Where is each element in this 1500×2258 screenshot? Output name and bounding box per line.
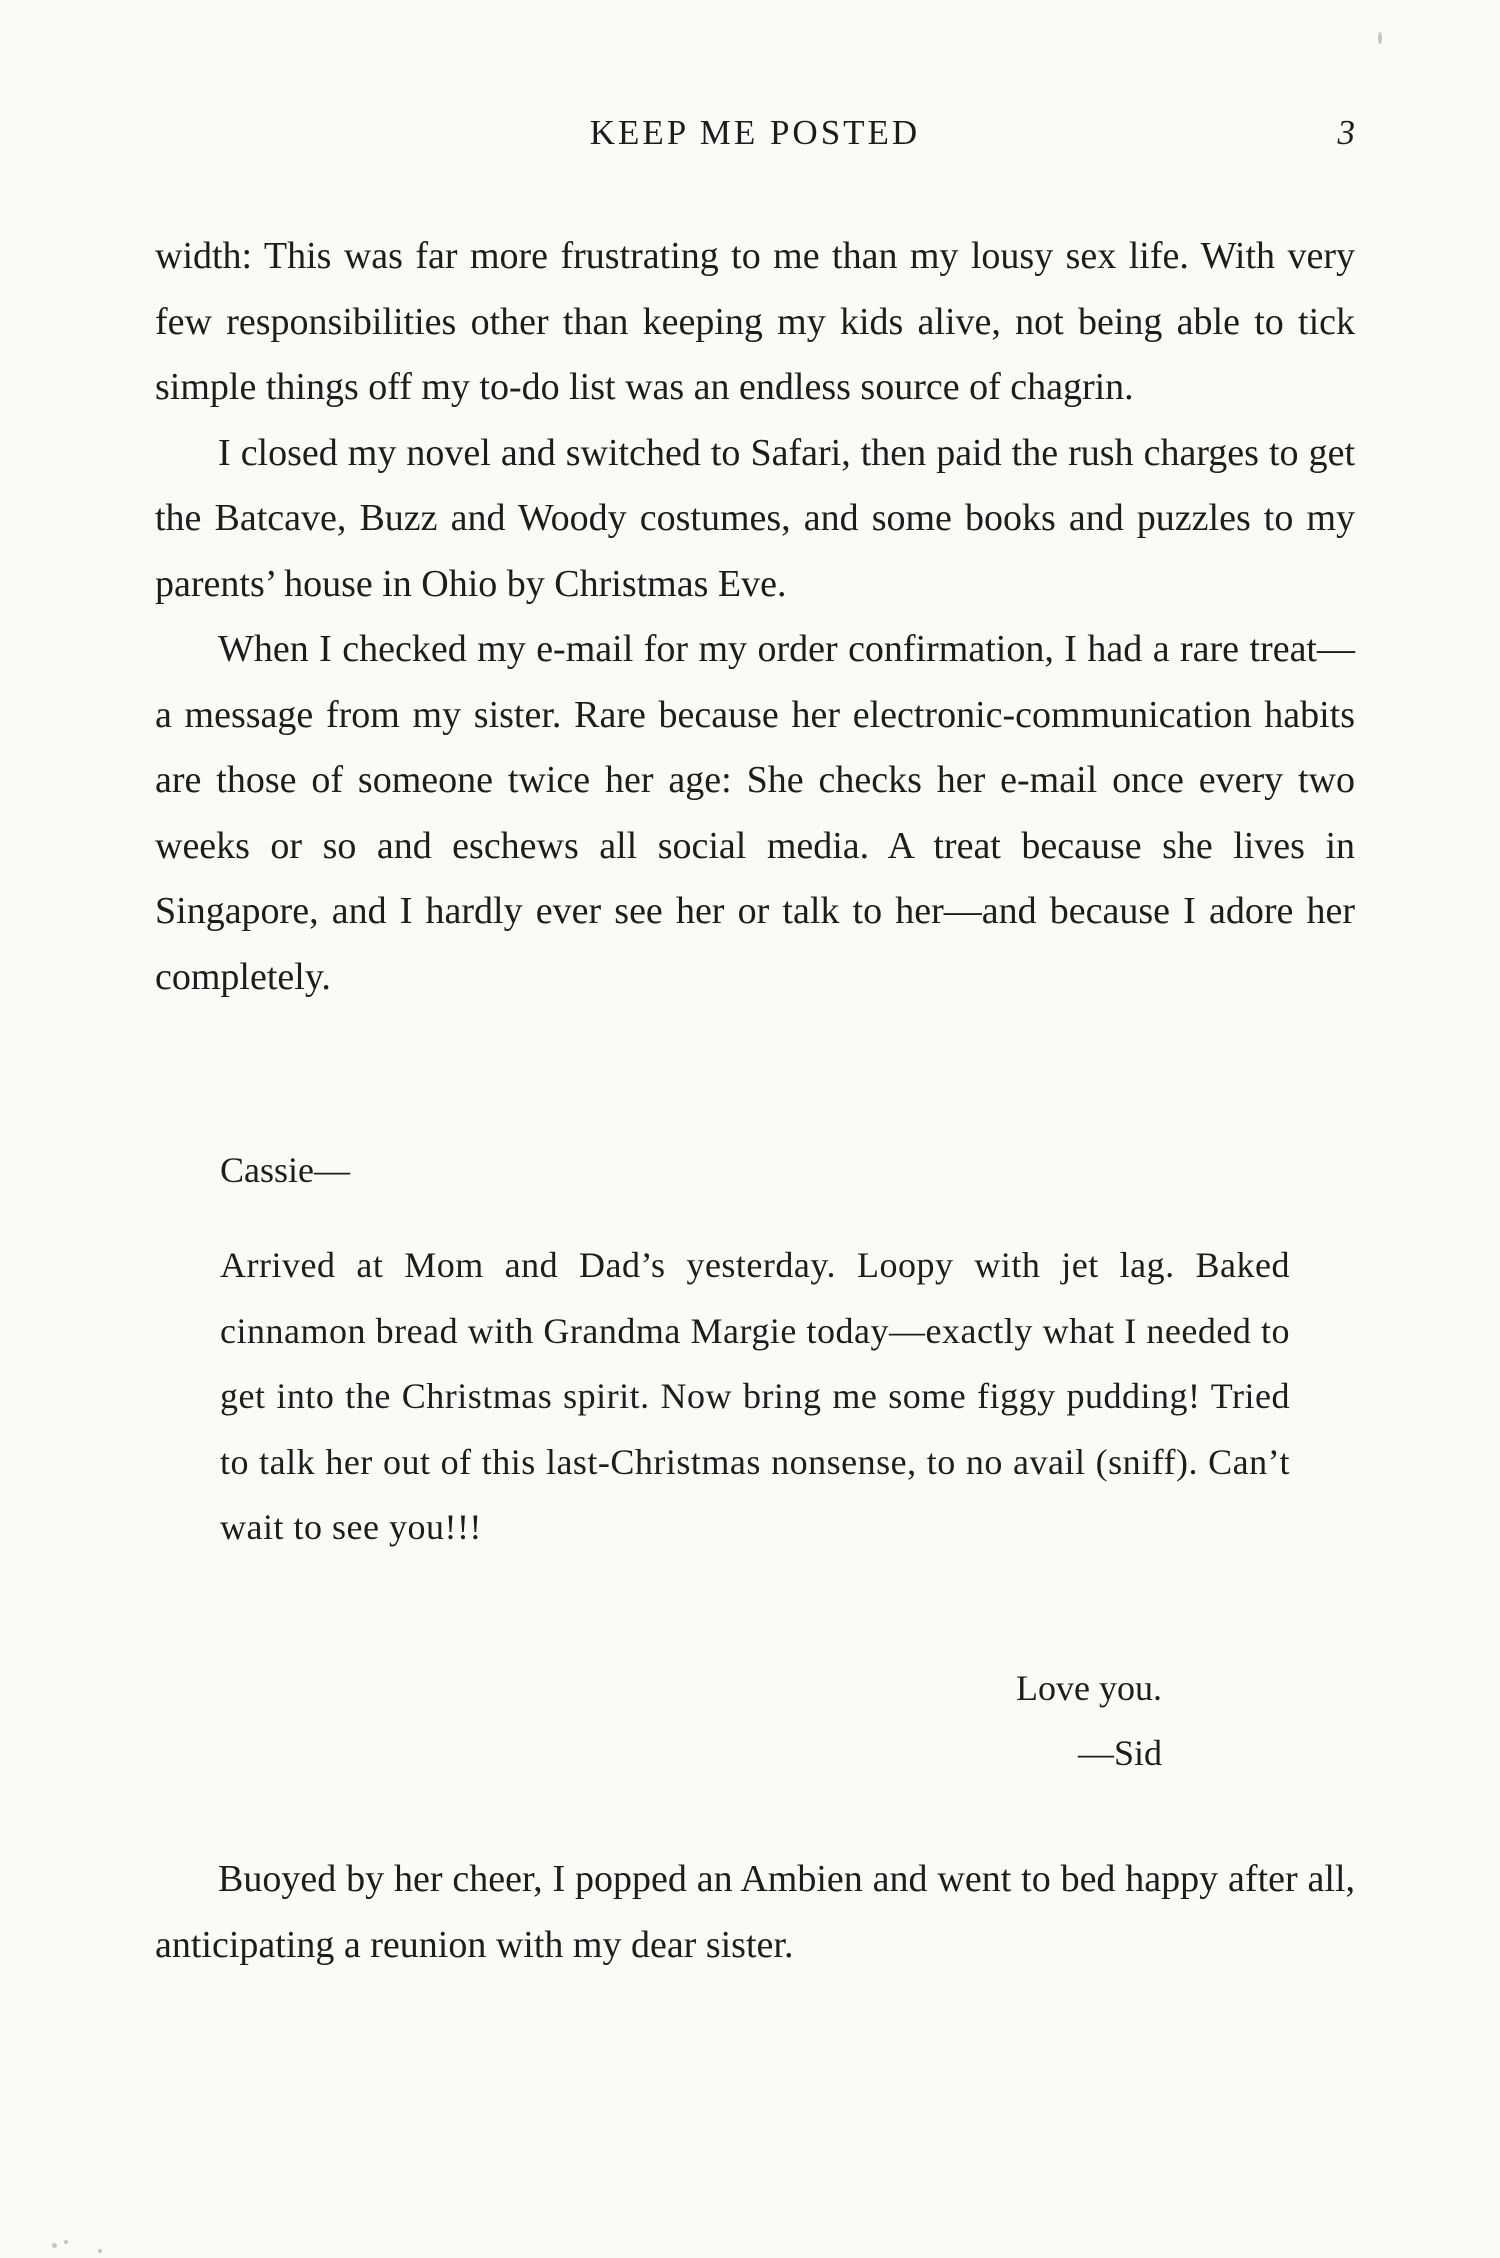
paper-speck <box>52 2243 57 2248</box>
paragraph-1: width: This was far more frustrating to me than my lousy sex life. With very few responsibilities other than keeping my kids alive, not being able to tick simple things off my to-do list was an endless source of chagrin. <box>155 235 1355 408</box>
paper-speck <box>1378 32 1382 44</box>
letter-closing: Love you. <box>1016 1668 1162 1708</box>
paper-speck <box>98 2249 102 2253</box>
body-text <box>155 224 1355 1010</box>
closing-paragraph: Buoyed by her cheer, I popped an Ambien and went to bed happy after all, anticipating a reunion with my dear sister. <box>155 1858 1355 1966</box>
letter-salutation: Cassie— <box>220 1150 350 1190</box>
page-header <box>155 108 1355 158</box>
letter-body: Arrived at Mom and Dad’s yesterday. Loopy with jet lag. Baked cinnamon bread with Grandma Margie today—exactly what I needed to get into the Christmas spirit. Now bring me some figgy pudding! Tried to talk her out of this last-Christmas nonsense, to no avail (sniff). Can’t wait to see you!!! <box>220 1245 1290 1547</box>
running-title: KEEP ME POSTED <box>589 113 921 152</box>
letter-signoff <box>1016 1656 1162 1786</box>
paragraph-3: When I checked my e-mail for my order confirmation, I had a rare treat—a message from my sister. Rare because her electronic-communication habits are those of someone twice her age: She checks her e-mail once every two weeks or so and eschews all social media. A treat because she lives in Singapore, and I hardly ever see her or talk to her—and because I adore her completely. <box>155 628 1355 998</box>
letter-signature: —Sid <box>1077 1733 1162 1773</box>
paper-speck <box>64 2240 68 2244</box>
page-number: 3 <box>1337 113 1355 152</box>
closing-section <box>155 1847 1355 1978</box>
paragraph-2: I closed my novel and switched to Safari, then paid the rush charges to get the Batcave, Buzz and Woody costumes, and some books and puzzles to my parents’ house in Ohio by Christmas Eve. <box>155 431 1355 605</box>
